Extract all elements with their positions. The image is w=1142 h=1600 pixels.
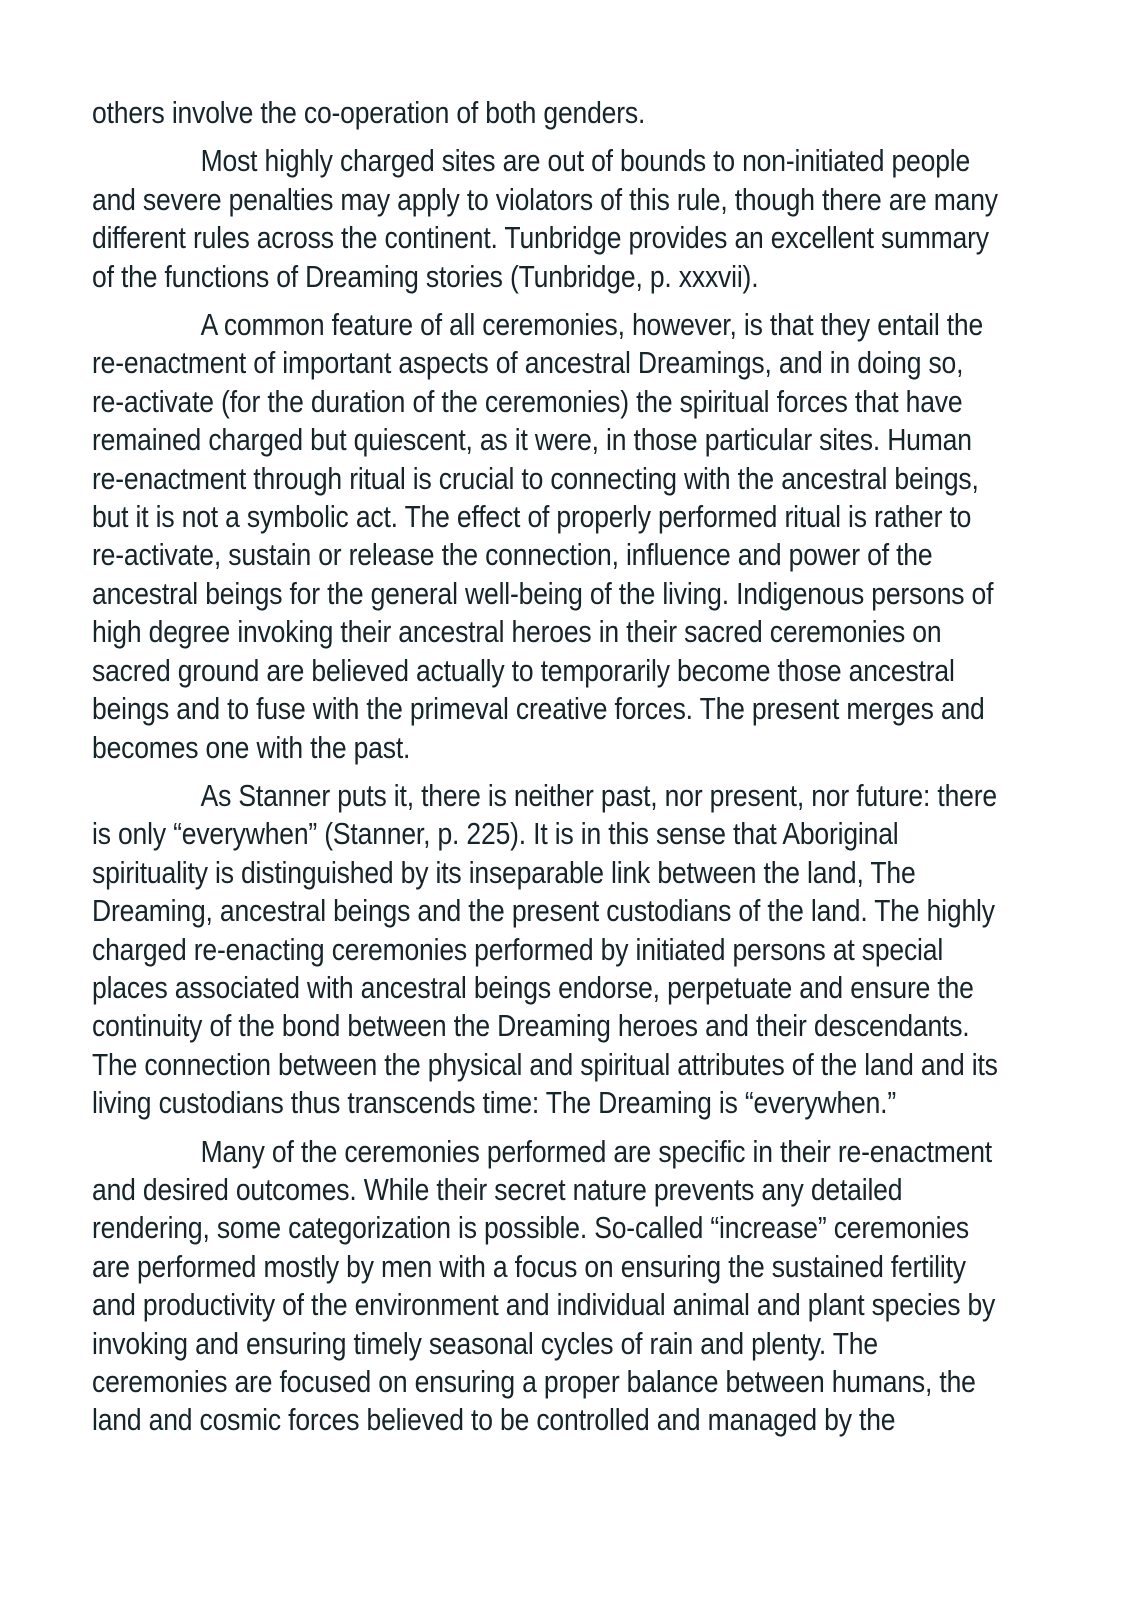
text-line: others involve the co-operation of both genders. — [92, 95, 646, 130]
text-line: sacred ground are believed actually to temporarily become those ancestral — [92, 652, 955, 688]
text-line: Many of the ceremonies performed are specific in their re-enactment — [200, 1133, 993, 1169]
text-line: becomes one with the past. — [92, 729, 411, 765]
text-line: Dreaming, ancestral beings and the present custodians of the land. The highly — [92, 893, 995, 929]
text-line: beings and to fuse with the primeval creative forces. The present merges and — [92, 691, 985, 727]
text-line: charged re-enacting ceremonies performed by initiated persons at special — [92, 931, 944, 967]
text-line: re-enactment through ritual is crucial to connecting with the ancestral beings, — [92, 460, 979, 496]
text-line: re-enactment of important aspects of ancestral Dreamings, and in doing so, — [92, 345, 964, 381]
paragraph-3 — [92, 306, 1092, 767]
paragraph-5 — [92, 1133, 1092, 1440]
text-line: re-activate (for the duration of the ceremonies) the spiritual forces that have — [92, 383, 963, 419]
paragraph-1 — [92, 94, 1092, 132]
text-line: and desired outcomes. While their secret nature prevents any detailed — [92, 1171, 903, 1207]
paragraph-2 — [92, 142, 1092, 296]
text-line: ancestral beings for the general well-being of the living. Indigenous persons of — [92, 575, 994, 611]
text-line: continuity of the bond between the Dreaming heroes and their descendants. — [92, 1008, 970, 1044]
text-line: land and cosmic forces believed to be controlled and managed by the — [92, 1402, 896, 1438]
text-line: are performed mostly by men with a focus on ensuring the sustained fertility — [92, 1248, 966, 1284]
text-line: is only “everywhen” (Stanner, p. 225). It is in this sense that Aboriginal — [92, 816, 899, 852]
text-line: invoking and ensuring timely seasonal cycles of rain and plenty. The — [92, 1325, 878, 1361]
text-line: Most highly charged sites are out of bounds to non-initiated people — [200, 143, 971, 179]
text-line: living custodians thus transcends time: The Dreaming is “everywhen.” — [92, 1085, 897, 1121]
text-line: and productivity of the environment and individual animal and plant species by — [92, 1287, 996, 1323]
text-line: re-activate, sustain or release the connection, influence and power of the — [92, 537, 933, 573]
text-line: and severe penalties may apply to violators of this rule, though there are many — [92, 181, 998, 217]
document-page — [92, 94, 1092, 1450]
text-line: As Stanner puts it, there is neither past, nor present, nor future: there — [200, 777, 997, 813]
paragraph-4 — [92, 777, 1092, 1123]
text-line: A common feature of all ceremonies, however, is that they entail the — [200, 307, 984, 343]
text-line: spirituality is distinguished by its inseparable link between the land, The — [92, 854, 916, 890]
text-line: ceremonies are focused on ensuring a proper balance between humans, the — [92, 1364, 976, 1399]
text-line: high degree invoking their ancestral heroes in their sacred ceremonies on — [92, 614, 942, 650]
text-line: remained charged but quiescent, as it were, in those particular sites. Human — [92, 422, 972, 458]
text-line: places associated with ancestral beings endorse, perpetuate and ensure the — [92, 969, 974, 1005]
text-line: different rules across the continent. Tunbridge provides an excellent summary — [92, 220, 989, 256]
text-line: but it is not a symbolic act. The effect of properly performed ritual is rather to — [92, 499, 972, 535]
text-line: rendering, some categorization is possible. So-called “increase” ceremonies — [92, 1210, 970, 1246]
text-line: of the functions of Dreaming stories (Tunbridge, p. xxxvii). — [92, 258, 759, 294]
text-line: The connection between the physical and spiritual attributes of the land and its — [92, 1046, 998, 1082]
